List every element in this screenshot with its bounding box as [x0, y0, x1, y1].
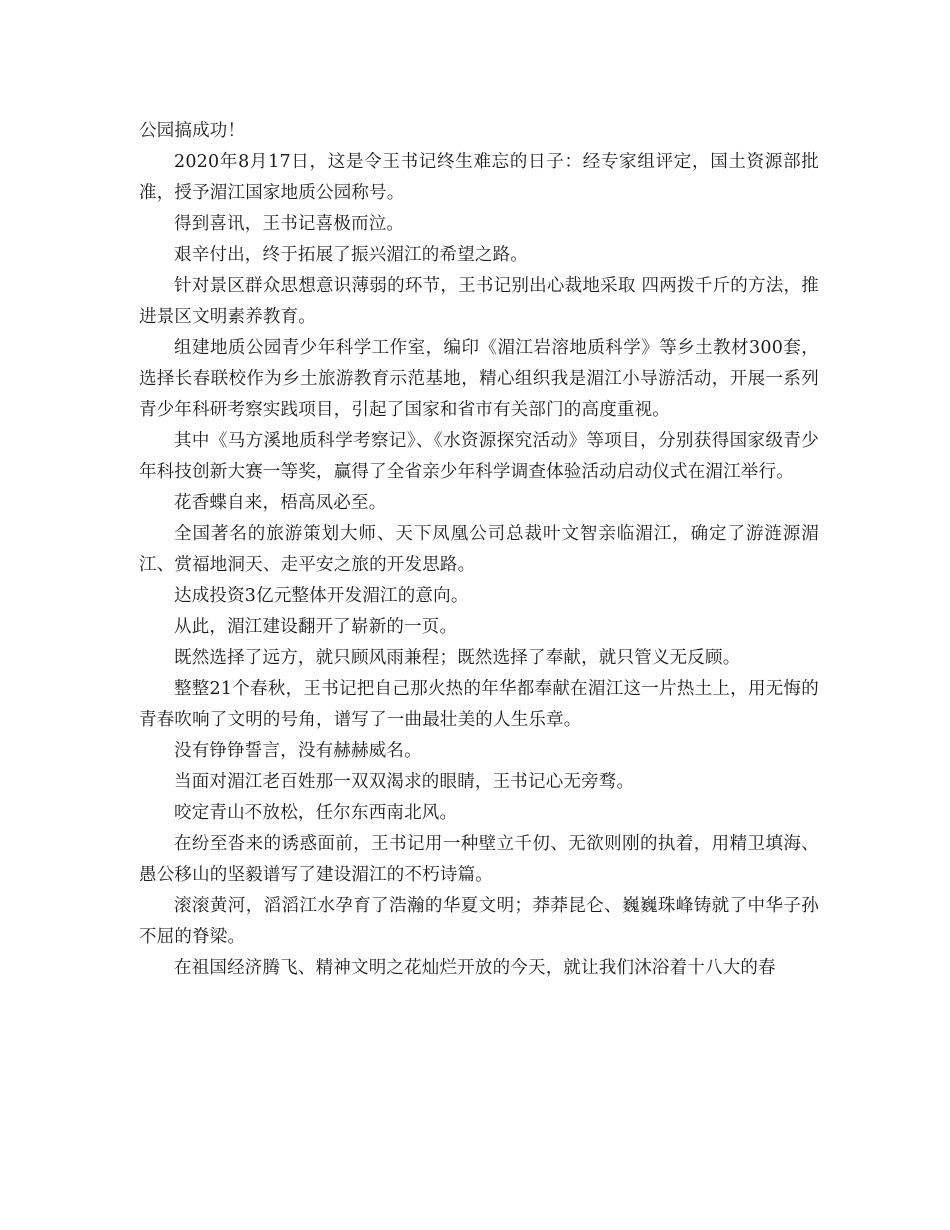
paragraph: 咬定青山不放松，任尔东西南北风。	[174, 803, 458, 823]
paragraph: 其中《马方溪地质科学考察记》、《水资源探究活动》等项目，分别获得国家级青少年科技创新大赛一等奖，赢得了全省亲少年科学调查体验活动启动仪式在湄江举行。	[139, 431, 819, 482]
document-body	[139, 116, 819, 984]
paragraph: 从此，湄江建设翻开了崭新的一页。	[174, 617, 458, 637]
paragraph: 组建地质公园青少年科学工作室，编印《湄江岩溶地质科学》等乡土教材300套，选择长春联校作为乡土旅游教育示范基地，精心组织我是湄江小导游活动，开展一系列青少年科研考察实践项目，引起了国家和省市有关部门的高度重视。	[139, 338, 819, 420]
paragraph: 得到喜讯，王书记喜极而泣。	[174, 214, 405, 234]
paragraph: 花香蝶自来，梧高凤必至。	[174, 493, 387, 513]
paragraph-continuation: 公园搞成功！	[139, 121, 246, 141]
paragraph: 达成投资3亿元整体开发湄江的意向。	[174, 586, 469, 606]
paragraph: 既然选择了远方，就只顾风雨兼程；既然选择了奉献，就只管义无反顾。	[174, 648, 741, 668]
paragraph: 当面对湄江老百姓那一双双渴求的眼睛，王书记心无旁骛。	[174, 772, 635, 792]
paragraph: 滚滚黄河，滔滔江水孕育了浩瀚的华夏文明；莽莽昆仑、巍巍珠峰铸就了中华子孙不屈的脊梁。	[139, 896, 819, 947]
paragraph: 整整21个春秋，王书记把自己那火热的年华都奉献在湄江这一片热土上，用无悔的青春吹响了文明的号角，谱写了一曲最壮美的人生乐章。	[139, 679, 819, 730]
paragraph: 艰辛付出，终于拓展了振兴湄江的希望之路。	[174, 245, 528, 265]
paragraph: 在祖国经济腾飞、精神文明之花灿烂开放的今天，就让我们沐浴着十八大的春	[174, 958, 776, 978]
paragraph: 在纷至沓来的诱惑面前，王书记用一种壁立千仞、无欲则刚的执着，用精卫填海、愚公移山的坚毅谱写了建设湄江的不朽诗篇。	[139, 834, 819, 885]
paragraph: 没有铮铮誓言，没有赫赫威名。	[174, 741, 422, 761]
paragraph: 2020年8月17日，这是令王书记终生难忘的日子：经专家组评定，国土资源部批准，授予湄江国家地质公园称号。	[139, 152, 819, 203]
paragraph: 针对景区群众思想意识薄弱的环节，王书记别出心裁地采取 四两拨千斤的方法，推进景区文明素养教育。	[139, 276, 819, 327]
paragraph: 全国著名的旅游策划大师、天下凤凰公司总裁叶文智亲临湄江，确定了游涟源湄江、赏福地洞天、走平安之旅的开发思路。	[139, 524, 819, 575]
